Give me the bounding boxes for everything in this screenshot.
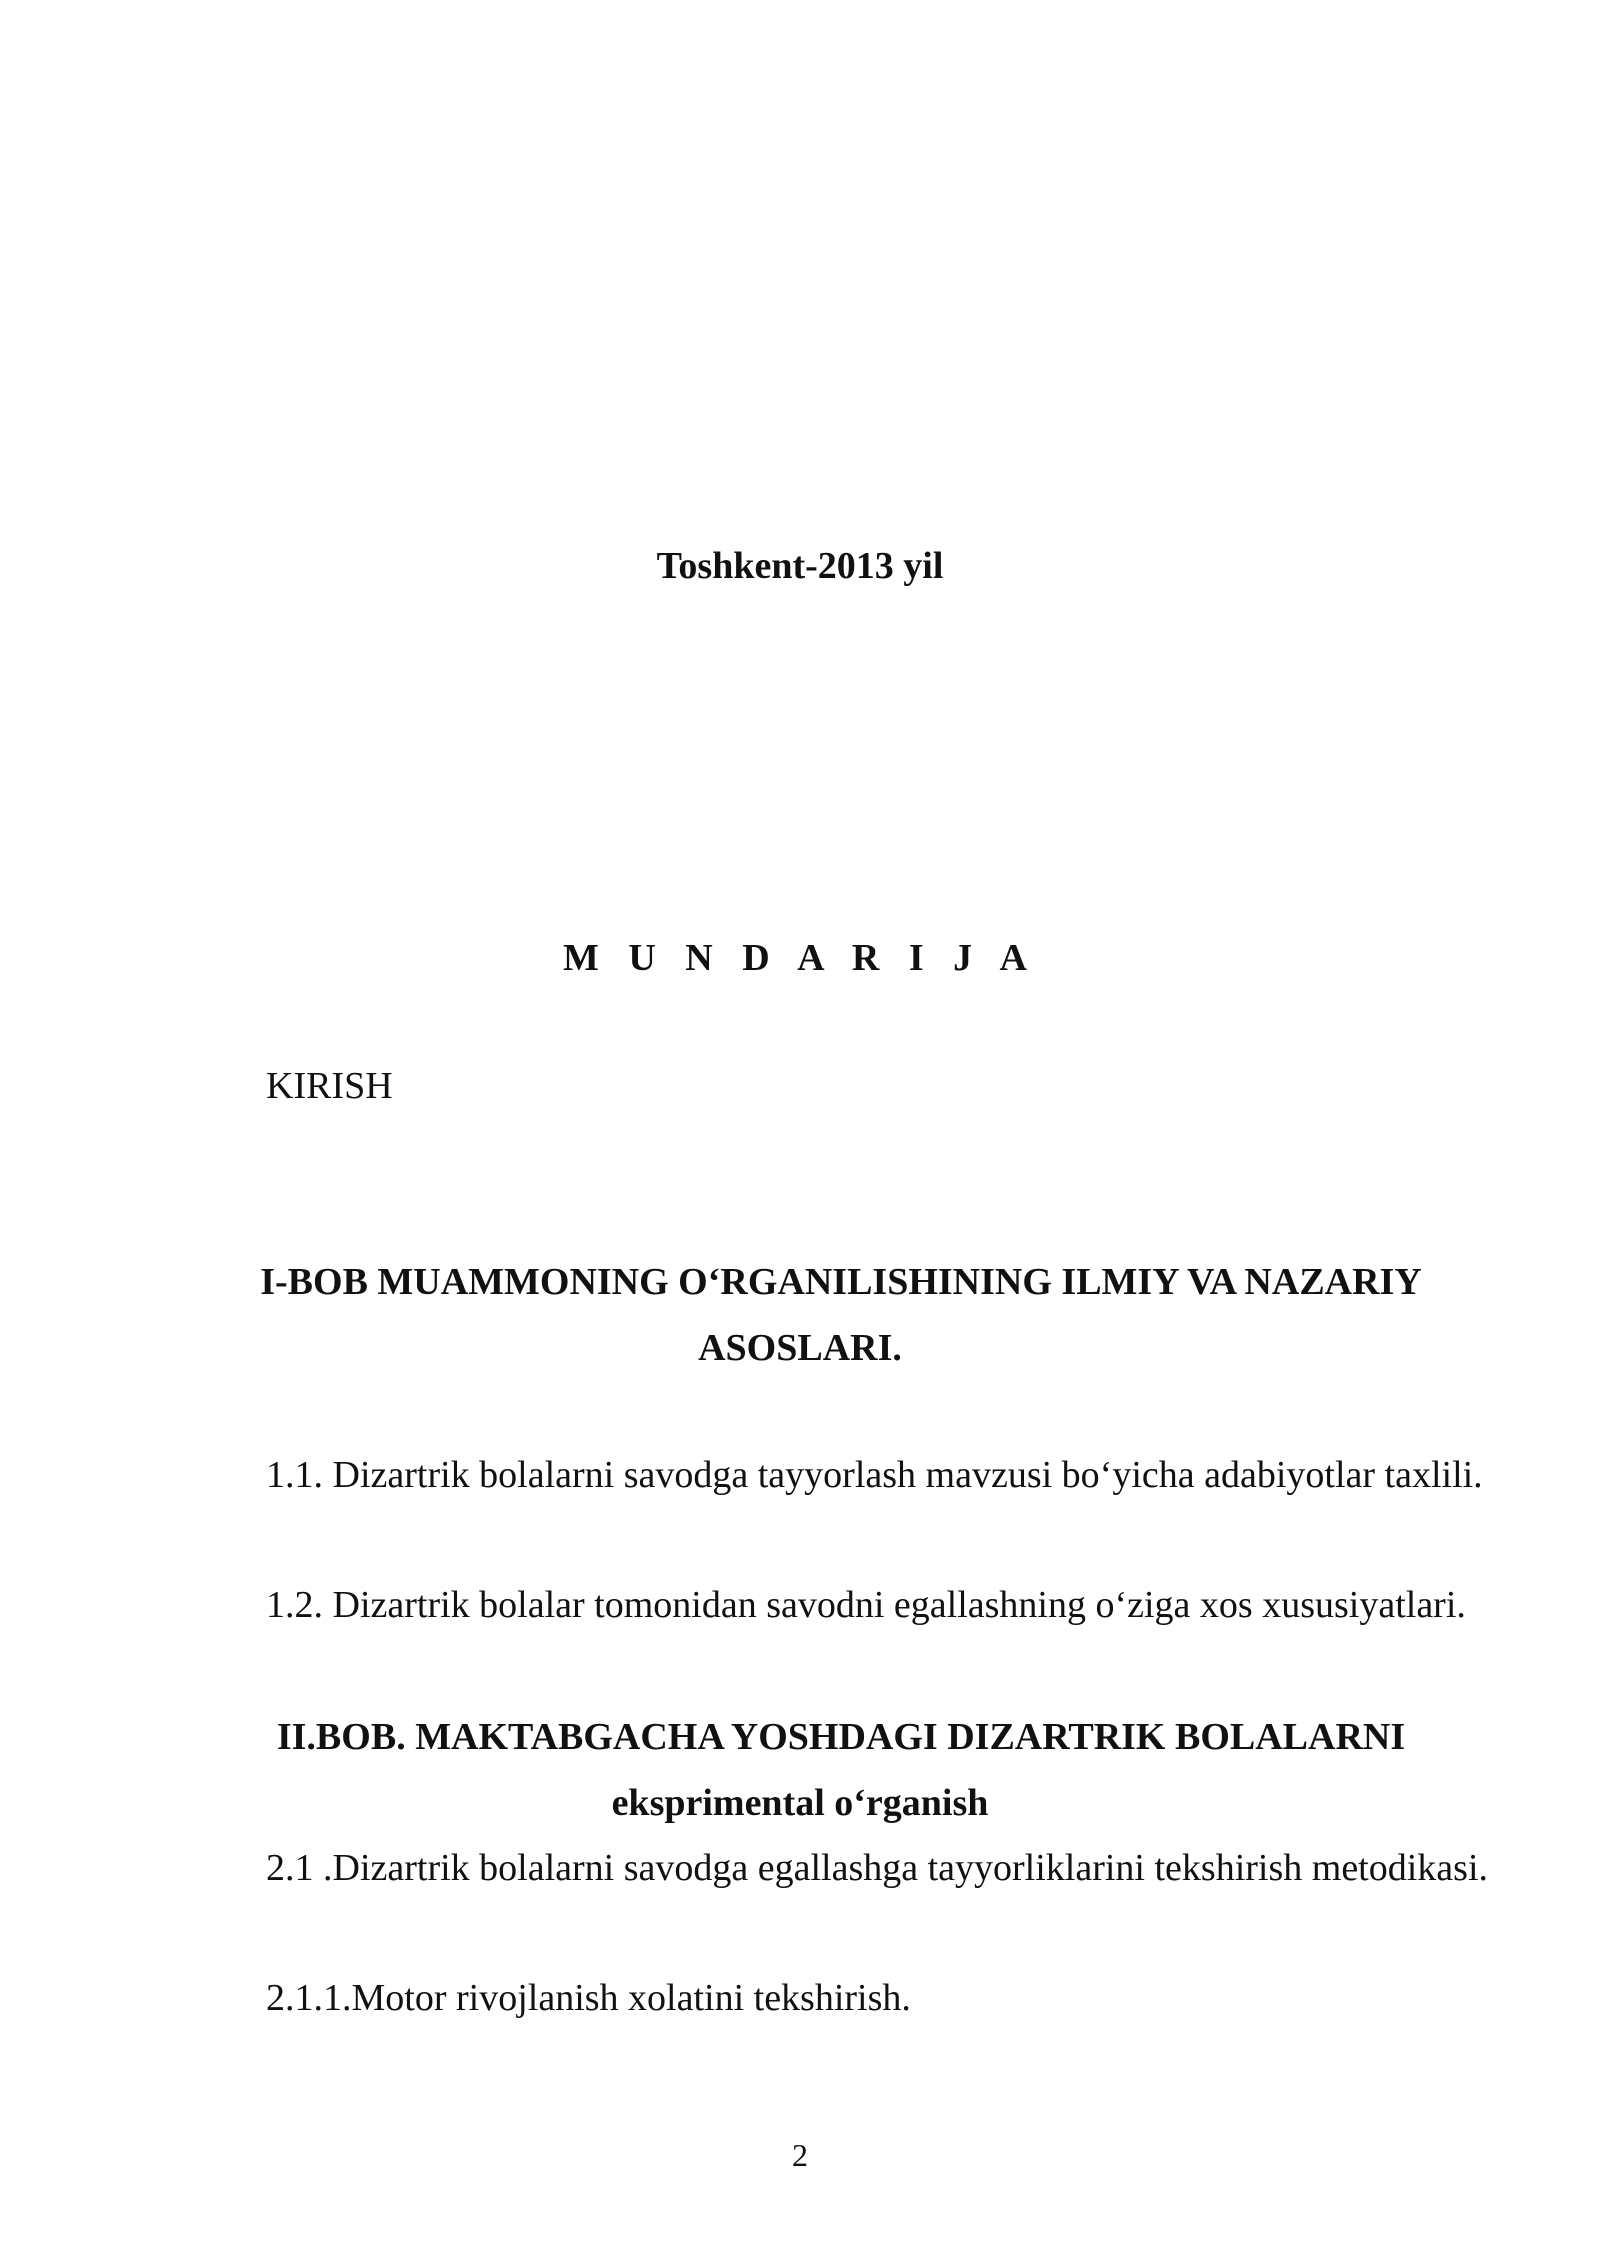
page-number: 2 xyxy=(792,2137,808,2173)
toc-item-1-1: 1.1. Dizartrik bolalarni savodga tayyorlash mavzusi bo‘yicha adabiyotlar taxlili. xyxy=(266,1454,1483,1496)
toc-chapter1-line1: I-BOB MUAMMONING O‘RGANILISHINING ILMIY VA NAZARIY xyxy=(260,1261,1422,1303)
toc-title: M U N D A R I J A xyxy=(562,937,1038,979)
toc-chapter2-line2: eksprimental o‘rganish xyxy=(611,1782,989,1824)
toc-item-2-1-1: 2.1.1.Motor rivojlanish xolatini tekshirish. xyxy=(266,1977,911,2019)
city-year-line: Toshkent-2013 yil xyxy=(656,545,944,587)
toc-item-1-2: 1.2. Dizartrik bolalar tomonidan savodni egallashning o‘ziga xos xususiyatlari. xyxy=(266,1584,1466,1626)
toc-chapter2-prefix: II.BOB xyxy=(276,1716,397,1758)
toc-intro: KIRISH xyxy=(266,1065,393,1107)
toc-chapter2-title: . MAKTABGACHA YOSHDAGI DIZARTRIK BOLALARNI xyxy=(396,1716,1406,1758)
toc-chapter2-line1 xyxy=(0,1714,1600,1760)
toc-item-2-1: 2.1 .Dizartrik bolalarni savodga egallashga tayyorliklarini tekshirish metodikasi. xyxy=(266,1847,1489,1889)
toc-chapter1-line2: ASOSLARI. xyxy=(698,1327,902,1369)
